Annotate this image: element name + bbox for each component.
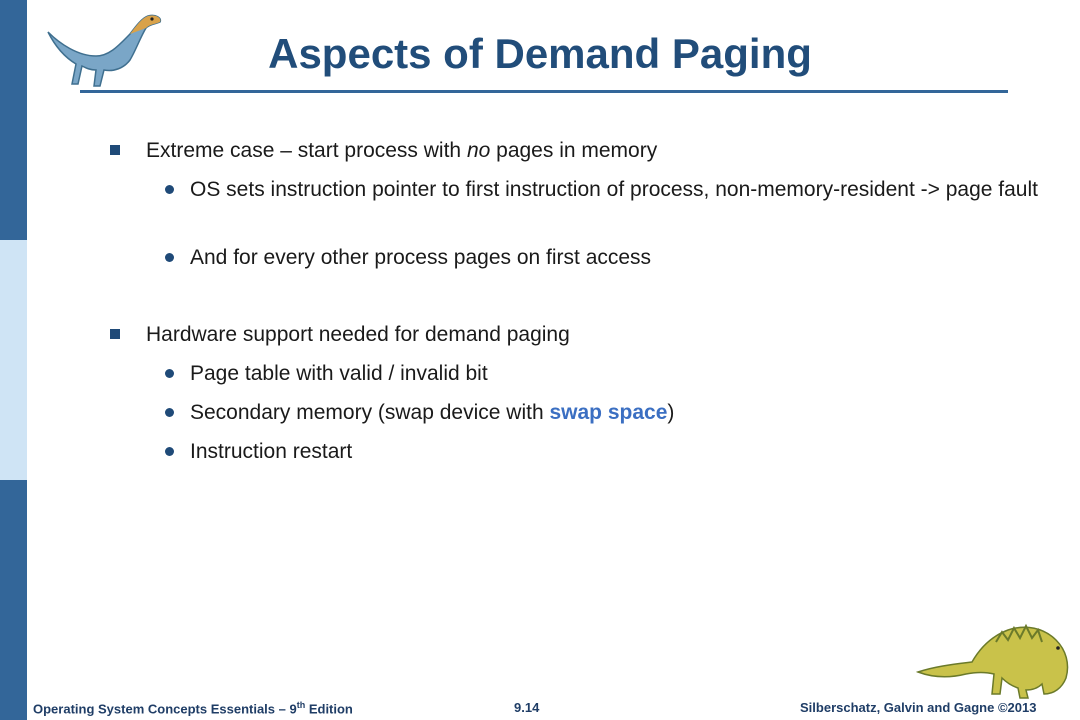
round-bullet-icon xyxy=(165,447,174,456)
bullet-text: Hardware support needed for demand paging xyxy=(146,323,570,346)
sub-bullet-text: And for every other process pages on first access xyxy=(190,246,652,269)
side-stripe-bottom xyxy=(0,480,27,720)
square-bullet-icon xyxy=(110,329,120,339)
side-stripe-middle xyxy=(0,240,27,480)
footer-book-title: Operating System Concepts Essentials – 9th Edition xyxy=(33,700,353,717)
footer-authors: Silberschatz, Galvin and Gagne ©2013 xyxy=(800,700,1037,715)
sub-bullet-text: Secondary memory (swap device with swap space) xyxy=(190,401,675,424)
slide-title: Aspects of Demand Paging xyxy=(268,30,812,77)
sub-bullet-text: Page table with valid / invalid bit xyxy=(190,362,488,385)
round-bullet-icon xyxy=(165,408,174,417)
side-stripe xyxy=(0,0,27,720)
title-underline xyxy=(80,90,1008,93)
footer-page-number: 9.14 xyxy=(514,700,540,715)
sub-bullet-text: OS sets instruction pointer to first instruction of process, non-memory-resident -> page fault xyxy=(190,178,1038,201)
round-bullet-icon xyxy=(165,185,174,194)
round-bullet-icon xyxy=(165,253,174,262)
round-bullet-icon xyxy=(165,369,174,378)
sub-bullet-text: Instruction restart xyxy=(190,440,353,463)
bullet-text: Extreme case – start process with no pages in memory xyxy=(146,139,658,162)
square-bullet-icon xyxy=(110,145,120,155)
swap-space-highlight: swap space xyxy=(549,401,668,424)
dinosaur-footer-icon xyxy=(916,608,1074,700)
